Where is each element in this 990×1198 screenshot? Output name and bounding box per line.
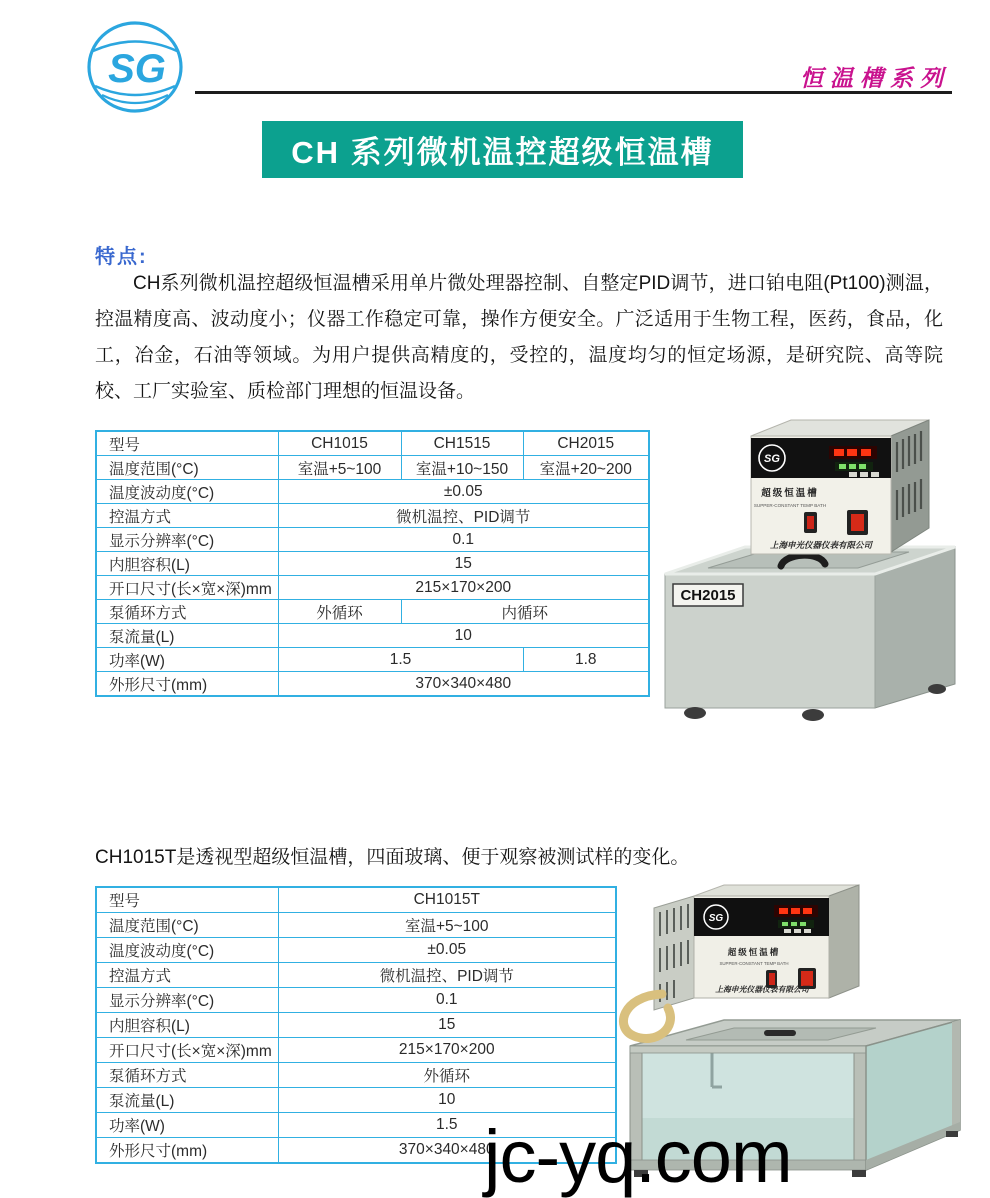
spec-value: 0.1 (278, 528, 649, 552)
table-row (96, 1063, 616, 1088)
panel-button (860, 472, 868, 477)
spec-value: 微机温控、PID调节 (278, 963, 616, 988)
spec-label: 开口尺寸(长×宽×深)mm (96, 1038, 278, 1063)
table-row (96, 672, 649, 697)
table-row (96, 431, 649, 456)
table-row (96, 528, 649, 552)
panel-company: 上海申光仪器仪表有限公司 (769, 540, 873, 550)
model-badge: CH2015 (680, 587, 736, 604)
spec-label: 外形尺寸(mm) (96, 1138, 278, 1164)
spec-label: 温度波动度(°C) (96, 480, 278, 504)
series-label: 恒温槽系列 (800, 65, 950, 91)
table-row (96, 648, 649, 672)
spec-value: 0.1 (278, 988, 616, 1013)
table-row (96, 480, 649, 504)
spec-value: 室温+5~100 (278, 456, 401, 480)
table-row (96, 624, 649, 648)
spec-value: 室温+10~150 (401, 456, 523, 480)
table-row (96, 988, 616, 1013)
spec-value: CH2015 (523, 431, 649, 456)
spec-label: 温度波动度(°C) (96, 938, 278, 963)
logo-text: SG (108, 47, 166, 91)
table-row (96, 504, 649, 528)
panel-title: 超级恒温槽 (727, 947, 781, 957)
frame-post-right (854, 1046, 866, 1170)
spec-value: 370×340×480 (278, 1138, 616, 1164)
spec-label: 泵循环方式 (96, 600, 278, 624)
panel-button (784, 929, 791, 933)
spec-value: ±0.05 (278, 480, 649, 504)
spec-value: 室温+20~200 (523, 456, 649, 480)
features-heading: 特点: (95, 246, 148, 268)
spec-label: 功率(W) (96, 1113, 278, 1138)
features-paragraph: CH系列微机温控超级恒温槽采用单片微处理器控制、自整定PID调节，进口铂电阻(Pt100)测温，控温精度高、波动度小；仪器工作稳定可靠，操作方便安全。广泛适用于生物工程，医药，食品，化工，冶金，石油等领域。为用户提供高精度的，受控的，温度均匀的恒定场源，是研究院、高等院校、工厂实验室、质检部门理想的恒温设备。 (95, 273, 943, 402)
spec-value: 1.8 (523, 648, 649, 672)
spec-label: 温度范围(°C) (96, 913, 278, 938)
table-row (96, 456, 649, 480)
panel-logo-text: SG (764, 453, 780, 465)
spec-label: 内胆容积(L) (96, 1013, 278, 1038)
spec-label: 开口尺寸(长×宽×深)mm (96, 576, 278, 600)
spec-value: 10 (278, 624, 649, 648)
spec-label: 内胆容积(L) (96, 552, 278, 576)
table-row (96, 887, 616, 913)
panel-button (871, 472, 879, 477)
spec-label: 显示分辨率(°C) (96, 988, 278, 1013)
spec-value: CH1515 (401, 431, 523, 456)
device-foot (802, 709, 824, 721)
lid-handle (764, 1030, 796, 1036)
panel-logo-text: SG (708, 913, 724, 924)
panel-button (849, 472, 857, 477)
spec-value: 1.5 (278, 648, 523, 672)
spec-value: 外循环 (278, 1063, 616, 1088)
panel-subtitle: SUPPER-CONSTANT TEMP BATH (753, 503, 827, 508)
spec-label: 泵流量(L) (96, 624, 278, 648)
spec-label: 型号 (96, 431, 278, 456)
header-rule (195, 91, 952, 94)
spec-value: 1.5 (278, 1113, 616, 1138)
table-row (96, 1038, 616, 1063)
table-row (96, 913, 616, 938)
spec-label: 泵流量(L) (96, 1088, 278, 1113)
spec-label: 控温方式 (96, 963, 278, 988)
frame-post-back (952, 1020, 960, 1133)
spec-label: 温度范围(°C) (96, 456, 278, 480)
spec-value: 215×170×200 (278, 576, 649, 600)
spec-value: 10 (278, 1088, 616, 1113)
spec-value: 370×340×480 (278, 672, 649, 697)
spec-value: ±0.05 (278, 938, 616, 963)
spec-value: 内循环 (401, 600, 649, 624)
panel-button (804, 929, 811, 933)
panel-button (794, 929, 801, 933)
device-foot (928, 684, 946, 694)
spec-label: 显示分辨率(°C) (96, 528, 278, 552)
spec-value: 微机温控、PID调节 (278, 504, 649, 528)
table-row (96, 1088, 616, 1113)
table-row (96, 576, 649, 600)
table-row (96, 963, 616, 988)
watermark: jc-yq.com (484, 1115, 792, 1198)
product-photo-ch2015 (653, 396, 968, 734)
spec-value: 15 (278, 552, 649, 576)
panel-company: 上海申光仪器仪表有限公司 (715, 985, 809, 994)
page-title: CH 系列微机温控超级恒温槽 (262, 121, 743, 178)
controller-right-face (829, 885, 859, 998)
spec-label: 型号 (96, 887, 278, 913)
spec-value: CH1015 (278, 431, 401, 456)
panel-subtitle: SUPPER-CONSTANT TEMP BATH (719, 961, 789, 966)
spec-value: 15 (278, 1013, 616, 1038)
spec-value: 215×170×200 (278, 1038, 616, 1063)
device-foot (946, 1131, 958, 1137)
panel-title: 超级恒温槽 (761, 488, 819, 499)
spec-label: 控温方式 (96, 504, 278, 528)
table-row (96, 938, 616, 963)
device-foot (684, 707, 706, 719)
frame-rail-top (630, 1046, 866, 1053)
spec-value: CH1015T (278, 887, 616, 913)
table-row (96, 552, 649, 576)
device-foot (852, 1170, 866, 1177)
note-ch1015t: CH1015T是透视型超级恒温槽，四面玻璃、便于观察被测试样的变化。 (95, 847, 690, 868)
table-row (96, 600, 649, 624)
spec-label: 外形尺寸(mm) (96, 672, 278, 697)
spec-value: 室温+5~100 (278, 913, 616, 938)
spec-label: 泵循环方式 (96, 1063, 278, 1088)
spec-label: 功率(W) (96, 648, 278, 672)
table-row (96, 1013, 616, 1038)
sg-logo-icon (85, 20, 185, 115)
spec-table-ch-series (95, 430, 650, 697)
spec-value: 外循环 (278, 600, 401, 624)
